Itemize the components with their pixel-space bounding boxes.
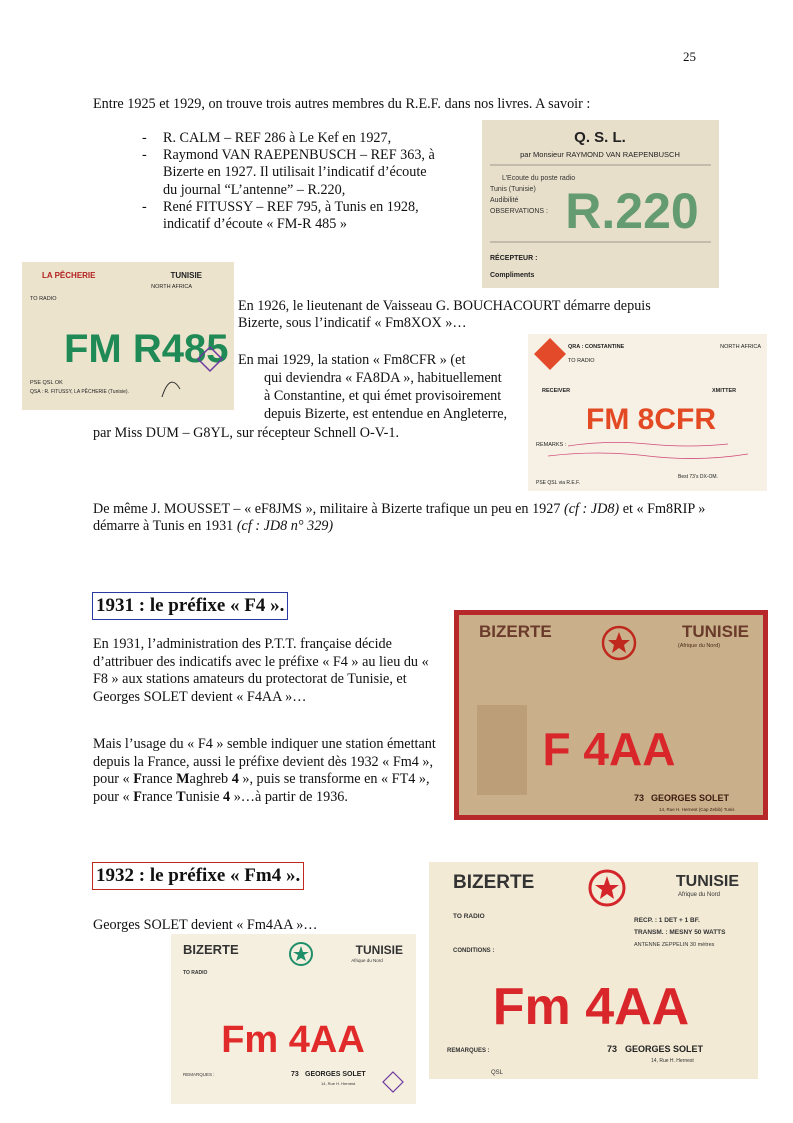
card-region: NORTH AFRICA [720,344,761,350]
citation: (cf : JD8 n° 329) [236,518,334,534]
card-subtitle: Afrique du Nord [351,958,383,963]
card-conditions: CONDITIONS : [453,948,495,954]
bold-letter: 4 [231,771,239,787]
text-segment: rance [141,771,177,787]
paragraph-1931-b [93,736,445,806]
card-city: BIZERTE [183,942,239,957]
citation: (cf : JD8) [564,501,620,517]
card-owner: GEORGES SOLET [305,1071,366,1078]
card-qsl: QSL [491,1070,504,1076]
text-segment: », puis se transforme en « FT4 », pour « [93,771,430,805]
card-sign: 73 [291,1071,299,1078]
text-segment: unisie [185,788,224,805]
intro-paragraph: Entre 1925 et 1929, on trouve trois autres membres du R.E.F. dans nos livres. A savoir : [93,96,591,112]
card-remarks: REMARQUES : [447,1048,490,1054]
text-segment: aghreb [189,771,232,787]
card-callsign: Fm 4AA [492,978,690,1036]
card-best: Best 73’s DX-OM. [678,474,718,480]
card-line: Audibilité [490,197,519,204]
card-sign: 73 [607,1044,618,1054]
bold-letter: M [176,771,190,787]
card-radio: TO RADIO [568,358,595,364]
list-item: - Raymond VAN RAEPENBUSCH – REF 363, à Bizerte en 1927. Il utilisait l’indicatif d’écoute du journal “L’antenne” – R.220, [142,147,442,199]
card-address: 14, Rue H. Hernest (Cap Zebib) Tunis [659,807,735,812]
card-transmitter: XMITTER [712,388,737,394]
card-line: L’Ecoute du poste radio [502,175,576,182]
members-list [142,130,442,233]
qsl-card-f4aa [454,610,768,820]
card-receiver: RÉCEPTEUR : [490,255,538,262]
card-radio: TO RADIO [453,913,485,920]
paragraph-fm8cfr-line: depuis Bizerte, est entendue en Angleterre, [264,406,508,422]
card-remarks: REMARQUES : [183,1072,215,1077]
card-location: LA PÊCHERIE [42,271,96,280]
qsl-card-raepenbusch [482,120,719,288]
card-callsign: FM R485 [64,327,229,371]
card-city: BIZERTE [453,872,535,893]
paragraph-mousset [93,501,713,535]
paragraph-1931-a: En 1931, l’administration des P.T.T. française décide d’attribuer des indicatifs avec le préfixe « F4 » au lieu du « F8 » aux stations amateurs du protectorat de Tunisie, et Georges SOLET devient « F4AA »… [93,636,429,705]
bold-letter: F [133,788,142,805]
card-address: 14, Rue H. Hernest [651,1058,694,1064]
card-qra: QRA : CONSTANTINE [568,344,625,350]
card-pse: PSE QSL via R.E.F. [536,480,580,486]
card-subtitle: NORTH AFRICA [151,284,192,290]
qsl-card-fm4aa-large [429,862,758,1079]
card-country: TUNISIE [681,622,749,641]
card-line: Tunis (Tunisie) [490,186,536,193]
card-overlay-call: R.220 [565,183,699,239]
qsl-card-fmr485 [22,262,234,410]
card-subtitle: (Afrique du Nord) [677,643,721,649]
card-title: Q. S. L. [574,129,626,146]
card-receiver: RECEIVER [542,388,571,394]
card-name: QSA : R. FITUSSY, LA PÊCHERIE (Tunisie). [30,389,129,395]
heading-1932: 1932 : le préfixe « Fm4 ». [92,862,304,890]
text-segment: De même J. MOUSSET – « eF8JMS », militaire à Bizerte trafique un peu en 1927 [93,501,564,517]
card-callsign: F 4AA [542,723,676,775]
qsl-card-fm4aa-small [171,934,416,1104]
bold-letter: F [133,771,142,787]
card-antenna: ANTENNE ZEPPELIN 30 mètres [634,942,715,948]
text-segment: et « Fm8RIP » démarre à Tunis en 1931 [93,501,706,534]
text-segment: Mais l’usage du « F4 » semble indiquer une station émettant depuis la France, aussi le préfixe devient dès 1932 « Fm4 », pour « [93,736,436,787]
card-city: BIZERTE [479,622,552,641]
card-radio: TO RADIO [30,296,57,302]
paragraph-1932: Georges SOLET devient « Fm4AA »… [93,917,318,933]
paragraph-fm8cfr-line: à Constantine, et qui émet provisoirement [264,388,502,404]
card-line: OBSERVATIONS : [490,208,548,215]
paragraph-fm8cfr-line: qui deviendra « FA8DA », habituellement [264,370,502,386]
card-psc: PSE QSL OK [30,380,63,386]
text-segment: »…à partir de 1936. [230,788,348,805]
card-receiver: RECP. : 1 DET + 1 BF. [634,917,700,924]
list-item: - R. CALM – REF 286 à Le Kef en 1927, [142,130,442,147]
card-owner: par Monsieur RAYMOND VAN RAEPENBUSCH [520,150,680,159]
card-country: TUNISIE [170,271,202,280]
card-country: TUNISIE [675,873,739,890]
card-radio: TO RADIO [183,970,208,976]
card-callsign: Fm 4AA [221,1019,365,1061]
card-address: 14, Rue H. Hernest [321,1081,356,1086]
paragraph-fm8cfr-line: par Miss DUM – G8YL, sur récepteur Schnell O-V-1. [93,425,400,441]
card-remarks: REMARKS : [536,442,567,448]
qsl-card-fm8cfr [528,334,767,491]
card-callsign: FM 8CFR [586,403,716,436]
bold-letter: 4 [223,788,231,805]
card-compliments: Compliments [490,272,535,279]
card-owner: GEORGES SOLET [625,1044,704,1054]
card-transmitter: TRANSM. : MESNY 50 WATTS [634,929,726,936]
card-country: TUNISIE [355,943,403,957]
list-item: - René FITUSSY – REF 795, à Tunis en 1928, indicatif d’écoute « FM-R 485 » [142,199,442,233]
card-subtitle: Afrique du Nord [677,892,721,898]
heading-1931: 1931 : le préfixe « F4 ». [92,592,288,620]
paragraph-fm8cfr-line: En mai 1929, la station « Fm8CFR » (et [238,352,466,368]
bold-letter: T [176,788,186,805]
paragraph-bouchacourt: En 1926, le lieutenant de Vaisseau G. BOUCHACOURT démarre depuis Bizerte, sous l’indicatif « Fm8XOX »… [238,298,651,331]
text-segment: rance [141,788,177,805]
page-number: 25 [683,49,696,64]
card-owner: GEORGES SOLET [651,793,730,803]
card-sign: 73 [634,793,645,803]
